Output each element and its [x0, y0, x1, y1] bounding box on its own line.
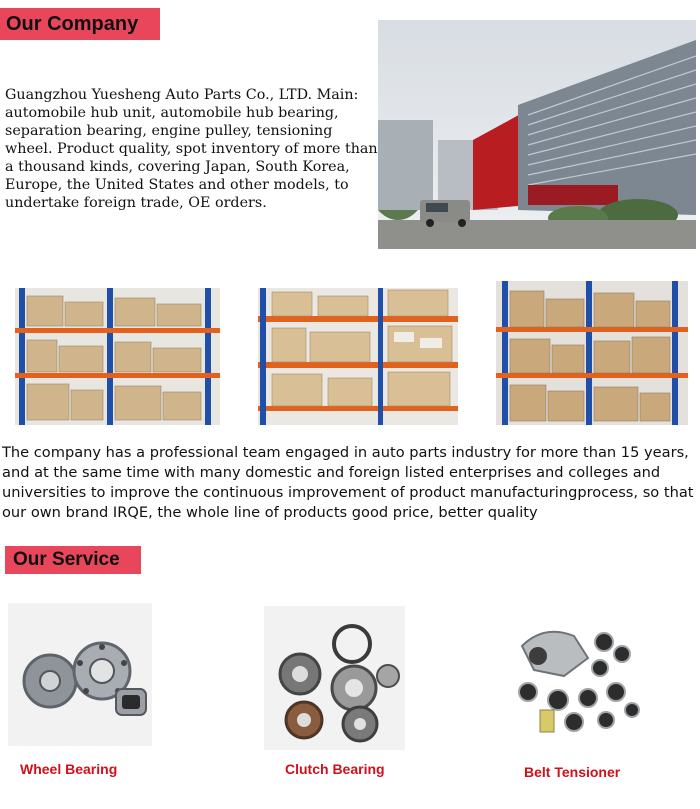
warehouse-photo-3	[496, 281, 688, 425]
clutch-bearing-photo	[264, 606, 405, 750]
our-service-title-text: Our Service	[13, 549, 120, 570]
company-building-photo	[378, 20, 696, 249]
product-label-belt-tensioner: Belt Tensioner	[524, 764, 621, 780]
warehouse-photo-1	[15, 288, 220, 425]
warehouse-photo-2	[258, 288, 458, 425]
product-label-wheel-bearing: Wheel Bearing	[20, 761, 118, 777]
our-company-title-text: Our Company	[6, 12, 139, 35]
our-company-title	[0, 8, 160, 40]
belt-tensioner-photo	[504, 606, 646, 749]
company-description-text: The company has a professional team engaged in auto parts industry for more than 15 years, and at the same time with many domestic and foreign listed enterprises and colleges and universities to improve the continuous improvement of product manufacturingprocess, so that our own brand IRQE, the whole line of products good price, better quality	[2, 444, 694, 521]
wheel-bearing-photo	[8, 603, 152, 746]
company-intro-text: Guangzhou Yuesheng Auto Parts Co., LTD. Main: automobile hub unit, automobile hub bearing, separation bearing, engine pulley, tensioning wheel. Product quality, spot inventory of more than a thousand kinds, covering Japan, South Korea, Europe, the United States and other models, to undertake foreign trade, OE orders.	[5, 87, 378, 211]
product-label-clutch-bearing: Clutch Bearing	[285, 761, 385, 777]
our-service-title	[5, 546, 141, 574]
